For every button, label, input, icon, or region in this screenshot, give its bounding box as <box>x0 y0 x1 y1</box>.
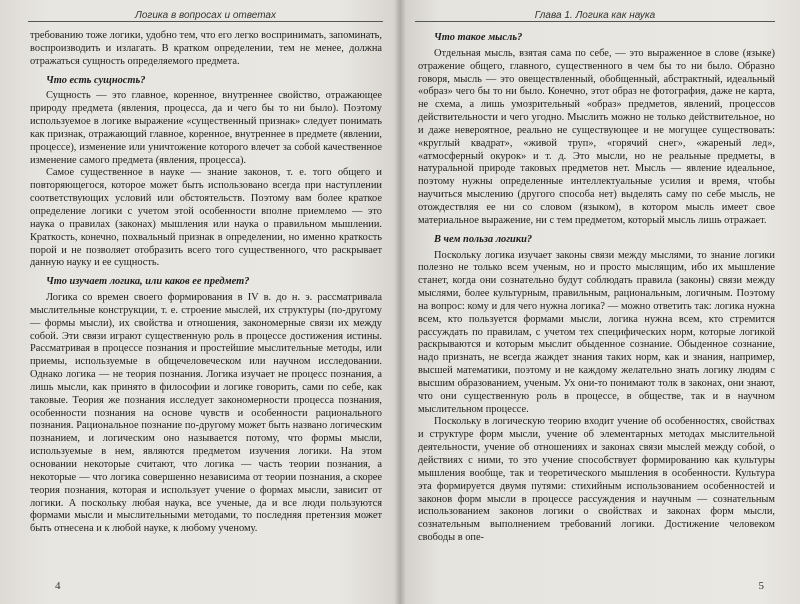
left-page-body <box>30 30 382 536</box>
section-heading: Что такое мысль? <box>434 32 523 43</box>
running-head-left: Логика в вопросах и ответах <box>28 6 383 22</box>
running-head-right: Глава 1. Логика как наука <box>415 6 775 22</box>
paragraph: Поскольку в логическую теорию входит учение об особенностях, свойствах и структуре форм мысли, учение об элементарных методах мыслительной деятельности, учение об отношениях и законах связи мыслей между собой, о действиях с ними, то это учение способствует формированию как культуры мышления вообще, так и теоретического мышления в особенности. Культура эта формируется двумя путями: стихийным использованием особенностей и законов форм мысли в процессе рассуждения и научным — сознательным использованием законов логики о свойствах и законах форм мысли, сознательным выполнением требований логики. Достижение человеком свободы в опе- <box>418 416 775 544</box>
page-number-right: 5 <box>758 580 764 592</box>
paragraph: Логика со времен своего формирования в IV в. до н. э. рассматривала мыслительные конструкции, т. е. строение мыслей, их структуры (по-другому — формы мысли), их свойства и отношения, закономерные связи их между собой. Эти связи играют существенную роль в процессе достижения истины. Рассматривая в процессе познания и простейшие мыслительные методы, или приемы, используемые в общечеловеческом или научном исследовании. Однако логика — не теория познания. Логика изучает не процесс познания, а лишь мысли, как принято в философии и логике говорить, сами по себе, как таковые. Теория же познания исследует закономерности процесса познания, особенности познания на основе чувств и особенности рационального познания. Рациональное познание по-другому может быть названо логическим познанием, и логическим оно называется потому, что формы мысли, используемые в нем, являются предметом изучения логики. На этом основании некоторые считают, что логика — часть теории познания, а некоторые — что логика совершенно независима от теории познания, а скорее теория познания, которая и использует учение о формах мысли, зависит от логики. А поскольку любая наука, все ученые, да и все люди пользуются формами мысли и мыслительными методами, то последняя претензия может быть отнесена и к любой науке, к любому ученому. <box>30 292 382 535</box>
right-page <box>400 0 800 604</box>
section-heading: Что изучает логика, или каков ее предмет? <box>46 276 250 288</box>
paragraph: Сущность — это главное, коренное, внутреннее свойство, отражающее природу предмета (явления, процесса, да и чего бы то ни было). Поэтому используемое в логике выражение «существенный признак» следует понимать как признак, отражающий главное, коренное, внутреннее в предмете (явлении, процессе), изменение или уничтожение которого влечет за собой качественное изменение самого предмета (явления, процесса). <box>30 90 382 166</box>
section-heading: Что есть сущность? <box>46 74 146 86</box>
page-number-left: 4 <box>55 580 61 592</box>
paragraph: Отдельная мысль, взятая сама по себе, — это выраженное в слове (языке) отражение общего, главного, существенного в чем бы то ни было. Образно говоря, мысль — это овеществленный, обобщенный, абстрактный, идеальный «образ» чего бы то ни было. Конечно, этот образ не фотография, даже не карта, не схема, а лишь умозрительный «образ» предметов, явлений, процессов действительности и чего угодно. Мыслить можно не только действительное, но и даже невероятное, реально не существующее и не могущее существовать: «круглый квадрат», «живой труп», «горячий снег», «жареный лед», «атмосферный окурок» и т. д. Это мысли, но не реальные предметы, в натуральной природе таковых предметов нет. Мысль — явление идеальное, поэтому нужны определенные интеллектуальные усилия и время, чтобы научиться мыслению (другого способа нет) выделять саму по себе мысль, не отождествляя ее ни со словом (языком), в котором мысль имеет свое материальное выражение, ни с тем предметом, который мысль лишь отражает. <box>418 47 775 226</box>
paragraph: Поскольку логика изучает законы связи между мыслями, то знание логики полезно не только всем ученым, но и просто мыслящим, ибо их мышление станет, когда они сознательно будут соблюдать правила (законы) связи между мыслями, более культурным, правильным, рациональным, логичным. Поэтому на вопрос: кому и для чего нужна логика? — можно ответить так: логика нужна всем, кто пользуется формами мысли, логика нужна всем, кто стремится рассуждать по правилам, с учетом тех специфических норм, которые логикой раскрываются и которым мыслит обыденное сознание. Обыденное сознание, надо признать, не всегда жаждет знания таких норм, как и знания, например, высшей математики, поэтому и не каждому желательно знать логику людям с высшим образованием, ученым. Ух они-то понимают толк в законах, они знают, что они существенную роль в процессе, в обществе, так и в научном мыслительном процессе. <box>418 249 775 415</box>
paragraph: Самое существенное в науке — знание законов, т. е. того общего и повторяющегося, которое может быть использовано всегда при наступлении соответствующих условий или обстоятельств. Поэтому вам более краткое определение логики с учетом этой особенности вполне приемлемо — это наука о правилах (законах) мышления или наука о правильном мышлении. Краткость, конечно, похвальный признак в определении, но именно краткость порой и не позволяет отобразить всего того существенного, что раскрывает данную науку и ее сущность. <box>30 167 382 269</box>
section-heading: В чем польза логики? <box>434 233 533 245</box>
right-page-body <box>418 30 775 545</box>
paragraph: требованию тоже логики, удобно тем, что его легко воспринимать, запоминать, воспроизводить и излагать. В кратком определении, тем не менее, должна отражаться сущность определяемого предмета. <box>30 30 382 67</box>
